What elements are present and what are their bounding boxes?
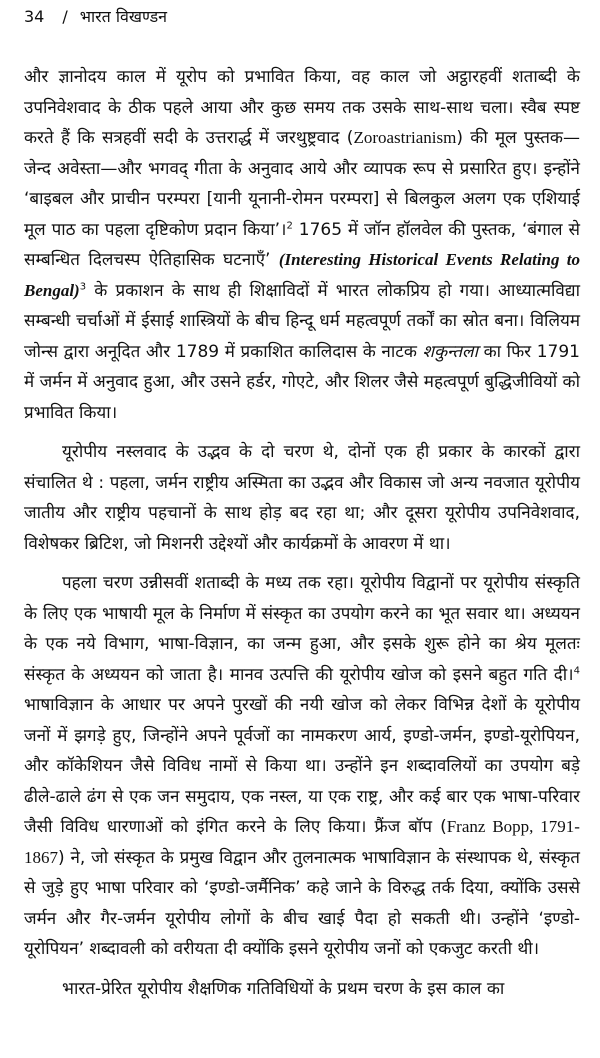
english-title: (Interesting Historical Events Relating to Bengal) (24, 250, 580, 300)
footnote-ref: 4 (573, 664, 580, 676)
footnote-ref: 2 (286, 219, 293, 231)
text-run: और ज्ञानोदय काल में यूरोप को प्रभावित किया, वह काल जो अट्ठारहवीं शताब्दी के उपनिवेशवाद के ठीक पहले आया और कुछ समय तक उसके साथ-साथ चला। स्वैब स्पष्ट करते हैं कि सत्रहवीं सदी के उत्तरार्द्ध में जरथुष्ट्रवाद ( (24, 67, 580, 148)
book-title: भारत विखण्डन (79, 7, 168, 26)
latin-name: Franz Bopp, 1791-1867 (24, 817, 580, 867)
text-run: के प्रकाशन के साथ ही शिक्षाविदों में भारत लोकप्रिय हो गया। आध्यात्मविद्या सम्बन्धी चर्चाओं में ईसाई शास्त्रियों के बीच हिन्दू धर्म महत्वपूर्ण तर्कों का स्रोत बना। विलियम जोन्स द्वारा अनूदित और 1789 में प्रकाशित कालिदास के नाटक (24, 280, 580, 362)
header-separator: / (62, 7, 68, 26)
paragraph-1 (24, 62, 580, 428)
paragraph-2: यूरोपीय नस्लवाद के उद्भव के दो चरण थे, दोनों एक ही प्रकार के कारकों द्वारा संचालित थे : पहला, जर्मन राष्ट्रीय अस्मिता का उद्भव और विकास जो अन्य नवजात यूरोपीय जातीय और राष्ट्रीय पहचानों के साथ होड़ बद रहा था; और दूसरा यूरोपीय उपनिवेशवाद, विशेषकर ब्रिटिश, जो मिशनरी उद्देश्यों और कार्यक्रमों के आवरण में था। (24, 442, 580, 554)
text-run: ) की मूल पुस्तक—जेन्द अवेस्ता—और भगवद् गीता के अनुवाद आये और व्यापक रूप से प्रसारित हुए। इन्होंने ‘बाइबल और प्राचीन परम्परा [यानी यूनानी-रोमन परम्परा] से बिलकुल अलग एक एशियाई मूल पाठ का पहला दृष्टिकोण प्रदान किया’। (24, 128, 580, 240)
body-text (24, 62, 580, 1004)
text-run: भाषाविज्ञान के आधार पर अपने पुरखों की नयी खोज को लेकर विभिन्न देशों के यूरोपीय जनों में झगड़े हुए, जिन्होंने अपने पूर्वजों का नामकरण आर्य, इण्डो-जर्मन, इण्डो-यूरोपियन, और कॉकेशियन जैसे विविध नामों से किया था। उन्होंने इन शब्दावलियों का उपयोग बड़े ढीले-ढाले ढंग से एक जन समुदाय, एक नस्ल, या एक राष्ट्र, और कई बार एक भाषा-परिवार जैसी विविध धारणाओं को इंगित करने के लिए किया। फ्रैंज बॉप ( (24, 695, 580, 837)
italic-title: शकुन्तला (422, 341, 478, 362)
paragraph-3 (24, 568, 580, 965)
text-run: पहला चरण उन्नीसवीं शताब्दी के मध्य तक रहा। यूरोपीय विद्वानों पर यूरोपीय संस्कृति के लिए एक भाषायी मूल के निर्माण में संस्कृत का उपयोग करने का भूत सवार था। अध्ययन के एक नये विभाग, भाषा-विज्ञान, का जन्म हुआ, और इसके शुरू होने का श्रेय मूलतः संस्कृत के अध्ययन को जाता है। मानव उत्पत्ति की यूरोपीय खोज को इसने बहुत गति दी। (24, 573, 580, 685)
paragraph-4: भारत-प्रेरित यूरोपीय शैक्षणिक गतिविधियों के प्रथम चरण के इस काल का (62, 978, 505, 999)
latin-term: Zoroastrianism (353, 128, 457, 147)
text-run: 1765 में जॉन हॉलवेल की पुस्तक, ‘बंगाल से सम्बन्धित दिलचस्प ऐतिहासिक घटनाएँ’ (24, 219, 580, 270)
page-number: 34 (24, 7, 45, 26)
text-run: का फिर 1791 में जर्मन में अनुवाद हुआ, और उसने हर्डर, गोएटे, और शिलर जैसे महत्वपूर्ण बुद्धिजीवियों को प्रभावित किया। (24, 341, 581, 423)
footnote-ref: 3 (79, 280, 87, 292)
text-run: ) ने, जो संस्कृत के प्रमुख विद्वान और तुलनात्मक भाषाविज्ञान के संस्थापक थे, संस्कृत से जुड़े हुए भाषा परिवार को ‘इण्डो-जर्मैनिक’ कहे जाने के विरुद्ध तर्क दिया, क्योंकि उससे जर्मन और गैर-जर्मन यूरोपीय लोगों के बीच खाई पैदा हो सकती थी। उन्होंने ‘इण्डो-यूरोपियन’ शब्दावली को वरीयता दी क्योंकि इसने यूरोपीय जनों को एकजुट करती थी। (24, 847, 580, 959)
running-header (24, 2, 576, 32)
